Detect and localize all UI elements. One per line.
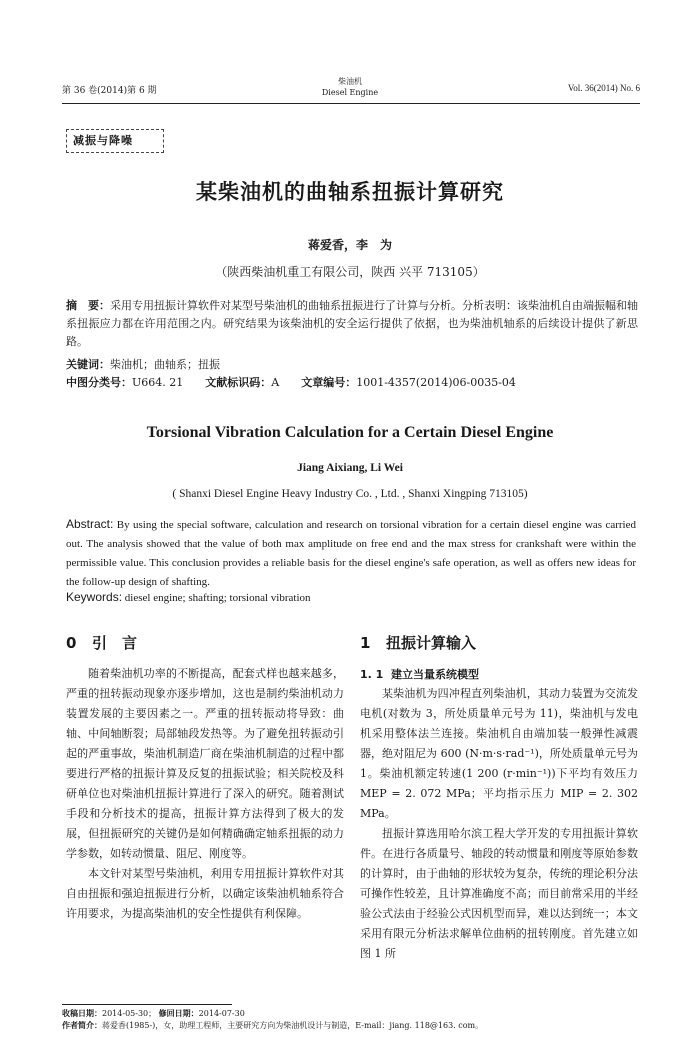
author-bio-label: 作者简介： <box>62 1021 102 1030</box>
header-rule <box>62 103 640 104</box>
abstract-en <box>66 515 636 592</box>
subsection-1-1-number: 1. 1 <box>360 668 384 681</box>
section-1-body <box>360 684 638 964</box>
clc-value: U664. 21 <box>132 376 184 389</box>
keywords-cn <box>66 356 220 372</box>
section-1-title: 扭振计算输入 <box>386 634 477 652</box>
footnote-rule <box>62 1004 232 1005</box>
paper-title-en: Torsional Vibration Calculation for a Certain Diesel Engine <box>146 424 554 441</box>
affiliation-cn: （陕西柴油机重工有限公司，陕西 兴平 713105） <box>215 265 485 279</box>
section-1-number: 1 <box>360 634 371 652</box>
authors-cn: 蒋爱香，李 为 <box>307 238 392 252</box>
journal-name-cn: 柴油机 <box>338 77 362 86</box>
paragraph: 随着柴油机功率的不断提高，配套式样也越来越多，严重的扭转振动现象亦逐步增加，这也是制约柴油机动力装置发展的主要因素之一。严重的扭转振动将导致：曲轴、中间轴断裂；局部轴段发热等。为了避免扭转振动引起的严重事故，柴油机制造厂商在柴油机制造的过程中都要进行严格的扭振计算及反复的扭振试验；相关院校及科研单位也对柴油机扭振计算进行了深入的研究。随着测试手段和分析技术的提高，扭振计算方法得到了极大的发展，但扭振研究的关键仍是如何精确确定轴系扭振的动力学参数，如转动惯量、阻尼、刚度等。 <box>66 667 344 860</box>
abstract-cn-text: 采用专用扭振计算软件对某型号柴油机的曲轴系扭振进行了计算与分析。分析表明：该柴油机自由端振幅和轴系扭振应力都在许用范围之内。研究结果为该柴油机的安全运行提供了依据，也为柴油机轴系的后续设计提供了新思路。 <box>66 299 638 348</box>
article-no-value: 1001-4357(2014)06-0035-04 <box>356 376 516 389</box>
affiliation-en: ( Shanxi Diesel Engine Heavy Industry Co. , Ltd. , Shanxi Xingping 713105) <box>172 488 528 500</box>
keywords-cn-label: 关键词： <box>66 358 110 371</box>
authors-en: Jiang Aixiang, Li Wei <box>297 462 403 474</box>
revised-date: 2014-07-30 <box>198 1009 245 1018</box>
paragraph: 扭振计算选用哈尔滨工程大学开发的专用扭振计算软件。在进行各质量号、轴段的转动惯量和刚度等原始参数的计算时，由于曲轴的形状较为复杂，传统的理论积分法可操作性较差，且计算准确度不高；而目前常采用的半经验公式法由于经验公式因机型而异，难以达到统一；本文采用有限元分析法求解单位曲柄的扭转刚度。首先建立如图 1 所 <box>360 827 638 960</box>
section-0-title: 引 言 <box>92 634 138 652</box>
doc-code-value: A <box>271 376 280 389</box>
footnotes <box>62 1008 642 1032</box>
article-no-label: 文章编号： <box>301 376 357 389</box>
footnote-dates <box>62 1008 642 1020</box>
paragraph: 某柴油机为四冲程直列柴油机，其动力装置为交流发电机(对数为 3，所处质量单元号为 11)，柴油机与发电机采用整体法兰连接。柴油机自由端加装一般弹性减震器，绝对阻尼为 600 (N·m·s·rad⁻¹)，所处质量单元号为 1。柴油机额定转速(1 200 (r·min⁻¹))下平均有效压力 MEP = 2. 072 MPa；平均指示压力 MIP = 2. 302 MPa。 <box>360 687 638 820</box>
section-0-number: 0 <box>66 634 77 652</box>
paper-title-cn: 某柴油机的曲轴系扭振计算研究 <box>196 180 504 204</box>
section-1-heading <box>360 632 476 653</box>
journal-volume: Vol. 36(2014) No. 6 <box>567 83 640 93</box>
section-label-box <box>66 129 164 153</box>
subsection-1-1-title: 建立当量系统模型 <box>391 668 479 681</box>
author-bio: 蒋爱香(1985-)，女，助理工程师，主要研究方向为柴油机设计与制造，E-mail：jiang. 118@163. com。 <box>102 1021 484 1030</box>
section-label: 减振与降噪 <box>73 134 133 147</box>
footnote-author <box>62 1020 642 1032</box>
abstract-en-label: Abstract: <box>66 517 114 531</box>
keywords-en <box>66 590 311 604</box>
journal-name-en: Diesel Engine <box>321 88 379 97</box>
keywords-en-text: diesel engine; shafting; torsional vibration <box>124 592 311 604</box>
section-0-body <box>66 664 344 924</box>
received-date: 2014-05-30； <box>102 1009 157 1018</box>
journal-name <box>300 76 400 98</box>
journal-issue: 第 36 卷(2014)第 6 期 <box>62 86 157 96</box>
received-label: 收稿日期： <box>62 1009 102 1018</box>
doc-code-label: 文献标识码： <box>205 376 272 389</box>
paragraph: 本文针对某型号柴油机，利用专用扭振计算软件对其自由扭振和强迫扭振进行分析，以确定该柴油机轴系符合许用要求，为提高柴油机的安全性提供有利保障。 <box>66 867 344 920</box>
keywords-cn-text: 柴油机；曲轴系；扭振 <box>110 358 220 371</box>
abstract-cn-label: 摘 要： <box>66 299 110 312</box>
revised-label: 修回日期： <box>158 1009 199 1018</box>
abstract-en-text: By using the special software, calculation and research on torsional vibration for a certain diesel engine was carried out. The analysis showed that the value of both max amplitude on free end and the max stress for crankshaft were within the permissible value. This conclusion provides a reliable basis for the diesel engine's safe operation, as well as offers new ideas for the follow-up design of shafting. <box>66 519 636 588</box>
clc-label: 中图分类号： <box>66 376 132 389</box>
section-0-heading <box>66 632 137 653</box>
subsection-1-1-heading <box>360 666 479 682</box>
keywords-en-label: Keywords: <box>66 590 123 604</box>
classification-line <box>66 374 516 390</box>
abstract-cn <box>66 297 638 351</box>
